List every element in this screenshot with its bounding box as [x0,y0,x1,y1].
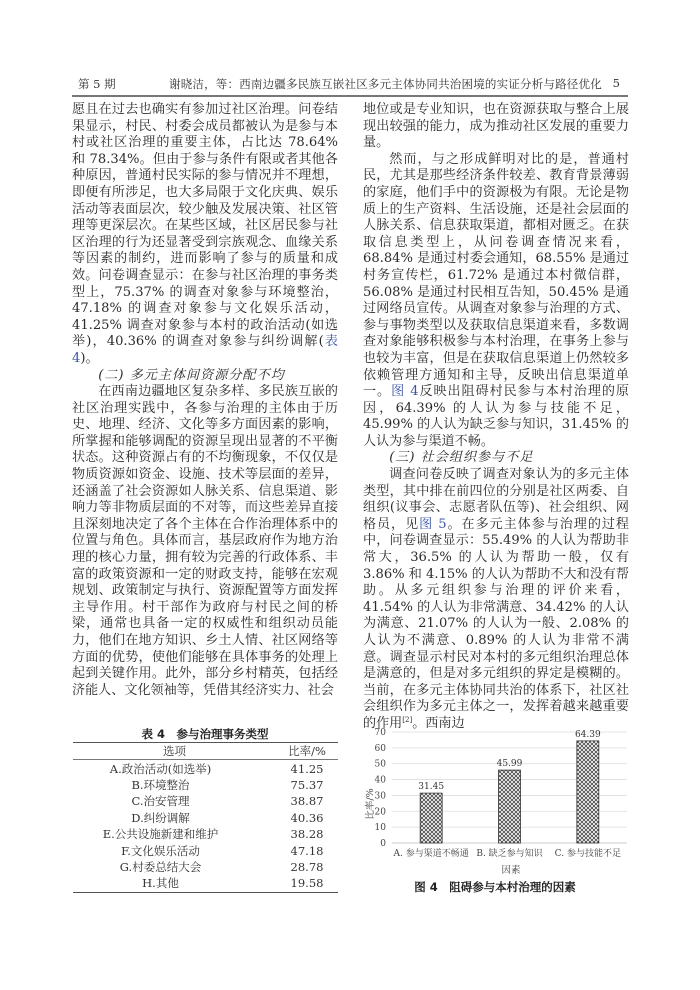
bar-chart-svg [362,722,632,880]
table-title: 表 4 参与治理事务类型 [141,727,269,741]
figure-caption: 图 4 阻碍参与本村治理的因素 [414,880,576,894]
data-table [73,742,338,893]
left-column [72,102,338,699]
y-axis-label: 比率/% [365,788,376,820]
y-tick-label: 30 [374,791,386,802]
paragraph [363,152,629,451]
table-cell: D.纠纷调解 [131,810,190,825]
section-heading: (二) 多元主体间资源分配不均 [98,367,285,383]
data-label: 31.45 [418,782,445,793]
table-cell: 41.25 [290,761,324,776]
paragraph: 地位或是专业知识，也在资源获取与整合上展现出较强的能力，成为推动社区发展的重要力量。 [363,102,629,151]
table-row [73,842,338,858]
paragraph-text: 。在多元主体参与治理的过程中，问卷调查显示：55.49% 的人认为帮助非常大，36.5% 的人认为帮助一般，仅有 3.86% 和 4.15% 的人认为帮助不大和没有帮助。从多元组织参与治理的评价来看，41.54% 的人认为非常满意、34.42% 的人认为满意、21.07% 的人认为一般、2.08% 的人认为不满意、0.89% 的人认为非常不满意。调查显示村民对本村的多元组织治理总体是满意的，但是对多元组织的界定是模糊的。当前，在多元主体协同共治的体系下，社区社会组织作为多元主体之一，发挥着越来越重要的作用 [363,516,629,731]
y-tick-label: 40 [374,775,386,786]
citation-marker[interactable]: [2] [402,715,413,724]
x-axis-label: 因素 [501,865,521,876]
table-row [73,777,338,793]
bar-chart [362,722,632,880]
bar [499,770,521,843]
table-cell: 19.58 [290,876,324,891]
paragraph-text: 调查问卷反映了调查对象认为的多元主体类型，其中排在前四位的分别是社区两委、自组织(议事会、志愿者队伍等)、社会组织、网格员，见 [363,467,629,532]
table-cell: 47.18 [290,843,324,858]
table-row [73,859,338,875]
y-tick-label: 0 [380,839,386,849]
y-tick-labels [375,728,387,849]
paragraph [363,467,629,733]
paragraph: 在西南边疆地区复杂多样、多民族互嵌的社区治理实践中，各参与治理的主体由于历史、地理、经济、文化等多方面因素的影响，所掌握和能够调配的资源呈现出显著的不平衡状态。这种资源占有的不均衡现象，不仅仅是物质资源如资金、设施、技术等层面的差异，还涵盖了社会资源如人脉关系、信息渠道、影响力等非物质层面的不对等，而这些差异直接且深刻地决定了各个主体在合作治理体系中的位置与角色。具体而言，基层政府作为地方治理的核心力量，拥有较为完善的行政体系、丰富的政策资源和一定的财政支持，能够在宏观规划、政策制定与执行、资源配置等方面发挥主导作用。村干部作为政府与村民之间的桥梁，通常也具备一定的权威性和组织动员能力，他们在地方知识、乡土人情、社区网络等方面的优势，使他们能够在具体事务的处理上起到关键作用。此外，部分乡村精英，包括经济能人、文化领袖等，凭借其经济实力、社会 [72,384,338,698]
table-row [73,810,338,826]
paragraph-text: )。 [80,350,99,366]
figure-reference-link[interactable]: 图 5 [419,516,447,532]
table-cell: 28.78 [290,859,324,874]
y-tick-label: 60 [374,743,386,754]
table-row [73,793,338,809]
table-cell: C.治安管理 [131,794,190,809]
x-tick-label: A. 参与渠道不畅通 [393,849,469,859]
table-reference-link[interactable]: 表 4 [72,334,338,366]
table-cell: A.政治活动(如选举) [109,761,212,776]
table-cell: H.其他 [142,876,179,891]
paragraph [72,102,338,368]
table-cell: 38.87 [290,794,324,809]
table-cell: G.村委总结大会 [119,859,202,874]
bars [420,741,599,843]
table-cell: 75.37 [290,777,324,792]
column-header: 比率/% [288,744,326,759]
paragraph-text: 反映出阻碍村民参与本村治理的原因，64.39% 的人认为参与技能不足，45.99% 的人认为缺乏参与知识，31.45% 的人认为参与渠道不畅。 [363,384,629,449]
table-cell: B.环境整治 [131,777,190,792]
page-number: 5 [612,76,620,90]
table-cell: 40.36 [290,810,324,825]
y-tick-label: 10 [374,823,386,834]
paragraph-text: 愿且在过去也确实有参加过社区治理。问卷结果显示，村民、村委会成员都被认为是参与本村或社区治理的重要主体，占比达 78.64% 和 78.34%。但由于参与条件有限或者其他各种原因，普通村民实际的参与情况并不理想，即便有所涉足，也大多局限于文化庆典、娱乐活动等表面层次，较少触及发展决策、社区管理等更深层次。在某些区域，社区居民参与社区治理的行为还显著受到宗族观念、血缘关系等因素的制约，进而影响了参与的质量和成效。问卷调查显示：在参与社区治理的事务类型上，75.37% 的调查对象参与环境整治，47.18% 的调查对象参与文化娱乐活动，41.25% 调查对象参与本村的政治活动(如选举)，40.36% 的调查对象参与纠纷调解( [72,102,338,350]
paragraph-text: 然而，与之形成鲜明对比的是，普通村民，尤其是那些经济条件较差、教育背景薄弱的家庭，他们手中的资源极为有限。无论是物质上的生产资料、生活设施，还是社会层面的人脉关系、信息获取渠道，都相对匮乏。在获取信息类型上，从问卷调查情况来看，68.84% 是通过村委会通知，68.55% 是通过村务宣传栏，61.72% 是通过本村微信群，56.08% 是通过村民相互告知，50.45% 是通过网络员宣传。从调查对象参与治理的方式、参与事物类型以及获取信息渠道来看，多数调查对象能够积极参与本村治理，在事务上参与也较为丰富，但是在获取信息渠道上仍然较多依赖管理方通知和主导，反映出信息渠道单一。 [363,151,629,400]
data-label: 64.39 [574,729,601,740]
table-row [73,826,338,842]
table-cell: E.公共设施新建和维护 [102,827,219,842]
bar [577,741,599,843]
figure-reference-link[interactable]: 图 4 [391,384,419,400]
section-heading: (三) 社会组织参与不足 [389,450,534,466]
y-tick-label: 50 [374,759,386,770]
issue-number: 第 5 期 [78,77,116,91]
x-tick-label: B. 缺乏参与知识 [476,849,543,859]
data-label: 45.99 [496,759,523,770]
x-tick-label: C. 参与技能不足 [554,849,621,859]
table-cell: F.文化娱乐活动 [121,843,200,858]
table-row [73,875,338,892]
header-rule [72,95,628,97]
x-tick-labels [393,847,621,859]
table-header-row [73,743,338,760]
running-header [72,74,628,94]
table-cell: 38.28 [290,827,324,842]
bar [420,793,442,843]
y-tick-label: 70 [374,728,386,738]
paragraph-text: 。西南边 [412,715,465,731]
y-tick-label: 20 [374,807,386,818]
running-title: 谢晓洁，等：西南边疆多民族互嵌社区多元主体协同共治困境的实证分析与路径优化 [169,77,602,91]
right-column [363,102,629,733]
column-header: 选项 [163,744,186,759]
table-row [73,760,338,777]
